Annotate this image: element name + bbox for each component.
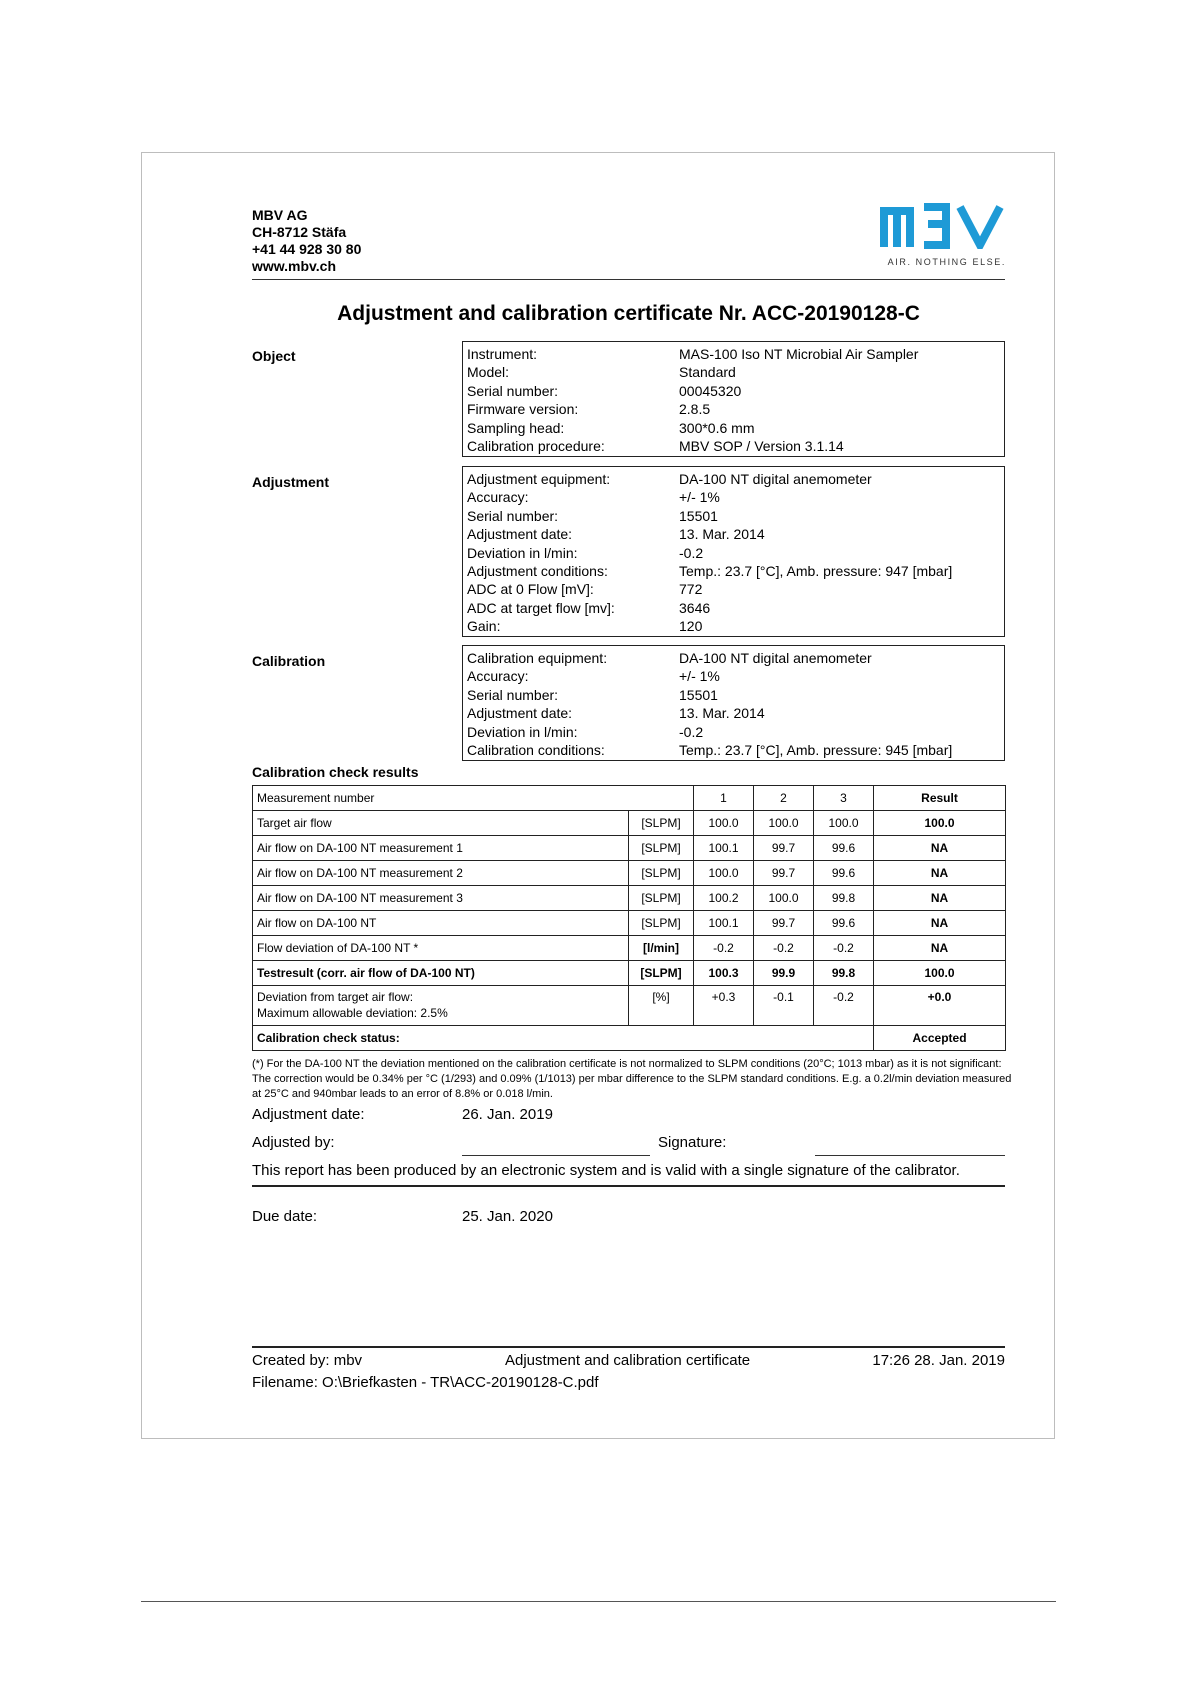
- footer-doc-name: Adjustment and calibration certificate: [505, 1352, 751, 1369]
- mbv-logo-mark: [880, 203, 1006, 249]
- object-section-label: Object: [252, 348, 296, 364]
- results-title: Calibration check results: [252, 764, 419, 780]
- adjustment-row: Gain: 120: [467, 618, 703, 635]
- object-row: Serial number: 00045320: [467, 382, 742, 399]
- report-divider: [252, 1185, 1005, 1187]
- signature-label: Signature:: [658, 1134, 727, 1151]
- adjustment-row: Adjustment conditions: Temp.: 23.7 [°C], Amb. pressure: 947 [mbar]: [467, 563, 953, 580]
- status-badge: Accepted: [874, 1026, 1006, 1051]
- adjustment-date-value: 26. Jan. 2019: [462, 1106, 553, 1123]
- table-row: Air flow on DA-100 NT [SLPM] 100.1 99.7 99.6 NA: [253, 911, 1006, 936]
- company-name: MBV AG: [252, 207, 308, 223]
- object-box: [462, 341, 1005, 457]
- adjustment-row: Serial number: 15501: [467, 507, 718, 524]
- calibration-row: Accuracy: +/- 1%: [467, 668, 720, 685]
- footer-filename: Filename: O:\Briefkasten - TR\ACC-20190128-C.pdf: [252, 1374, 599, 1391]
- calibration-row: Adjustment date: 13. Mar. 2014: [467, 705, 765, 722]
- due-date-label: Due date:: [252, 1208, 318, 1225]
- footer-created-by: Created by: mbv: [252, 1352, 363, 1369]
- company-phone: +41 44 928 30 80: [252, 241, 362, 257]
- adjusted-by-label: Adjusted by:: [252, 1134, 335, 1151]
- adjustment-date-label: Adjustment date:: [252, 1106, 365, 1123]
- adjustment-row: ADC at target flow [mv]: 3646: [467, 599, 711, 616]
- logo-tagline: AIR. NOTHING ELSE.: [887, 257, 1006, 267]
- footer-divider: [252, 1346, 1005, 1348]
- company-website: www.mbv.ch: [252, 258, 337, 274]
- object-row: Instrument: MAS-100 Iso NT Microbial Air Sampler: [467, 346, 919, 362]
- calibration-results-table: [252, 785, 1006, 1051]
- table-row-status: Calibration check status: Accepted: [253, 1026, 1006, 1051]
- adjustment-row: Accuracy: +/- 1%: [467, 489, 720, 506]
- table-row: Air flow on DA-100 NT measurement 1 [SLPM] 100.1 99.7 99.6 NA: [253, 836, 1006, 861]
- certificate-title: Adjustment and calibration certificate Nr. ACC-20190128-C: [337, 302, 920, 325]
- object-row: Sampling head: 300*0.6 mm: [467, 419, 755, 436]
- table-row: Air flow on DA-100 NT measurement 2 [SLPM] 100.0 99.7 99.6 NA: [253, 861, 1006, 886]
- object-row: Firmware version: 2.8.5: [467, 401, 711, 418]
- adjustment-box: [462, 466, 1005, 637]
- table-row-testresult: Testresult (corr. air flow of DA-100 NT) [SLPM] 100.3 99.9 99.8 100.0: [253, 961, 1006, 986]
- page-bottom-rule: [141, 1601, 1056, 1602]
- adjustment-row: Deviation in l/min: -0.2: [467, 544, 704, 561]
- object-row: Model: Standard: [467, 364, 736, 381]
- footnote: (*) For the DA-100 NT the deviation mentioned on the calibration certificate is not normalized to SLPM conditions (20°C; 1013 mbar) as it is not significant: The correction would be 0.34% per °C (1/293) and 0.09% (1/1013) per mbar difference to the SLPM standard conditions. E.g. a 0.2l/min deviation measured at 25°C and 940mbar leads to an error of 8.8% or 0.018 l/min.: [252, 1058, 1012, 1100]
- calibration-section-label: Calibration: [252, 653, 326, 669]
- adjustment-row: Adjustment equipment: DA-100 NT digital anemometer: [467, 471, 872, 487]
- due-date-value: 25. Jan. 2020: [462, 1208, 553, 1225]
- table-header-row: Measurement number 1 2 3 Result: [253, 786, 1006, 811]
- table-row-deviation: Deviation from target air flow: Maximum allowable deviation: 2.5% [%] +0.3 -0.1 -0.2 +0.0: [253, 986, 1006, 1026]
- calibration-row: Calibration conditions: Temp.: 23.7 [°C], Amb. pressure: 945 [mbar]: [467, 742, 953, 759]
- table-row: Flow deviation of DA-100 NT * [l/min] -0.2 -0.2 -0.2 NA: [253, 936, 1006, 961]
- adjustment-row: Adjustment date: 13. Mar. 2014: [467, 526, 765, 543]
- company-address-block: [252, 207, 361, 275]
- adjustment-section-label: Adjustment: [252, 474, 329, 490]
- calibration-row: Serial number: 15501: [467, 686, 718, 703]
- mbv-logo: [880, 203, 1006, 267]
- signature-line: [815, 1155, 1005, 1156]
- table-row: Air flow on DA-100 NT measurement 3 [SLPM] 100.2 100.0 99.8 NA: [253, 886, 1006, 911]
- adjusted-by-line: [462, 1155, 650, 1156]
- calibration-row: Calibration equipment: DA-100 NT digital anemometer: [467, 650, 872, 666]
- calibration-row: Deviation in l/min: -0.2: [467, 723, 704, 740]
- header-divider: [252, 279, 1005, 280]
- calibration-box: [462, 645, 1005, 761]
- table-row: Target air flow [SLPM] 100.0 100.0 100.0 100.0: [253, 811, 1006, 836]
- company-address: CH-8712 Stäfa: [252, 224, 347, 240]
- object-row: Calibration procedure: MBV SOP / Version 3.1.14: [467, 438, 844, 455]
- footer-timestamp: 17:26 28. Jan. 2019: [872, 1352, 1005, 1369]
- report-note: This report has been produced by an electronic system and is valid with a single signature of the calibrator.: [252, 1162, 960, 1179]
- adjustment-row: ADC at 0 Flow [mV]: 772: [467, 581, 703, 598]
